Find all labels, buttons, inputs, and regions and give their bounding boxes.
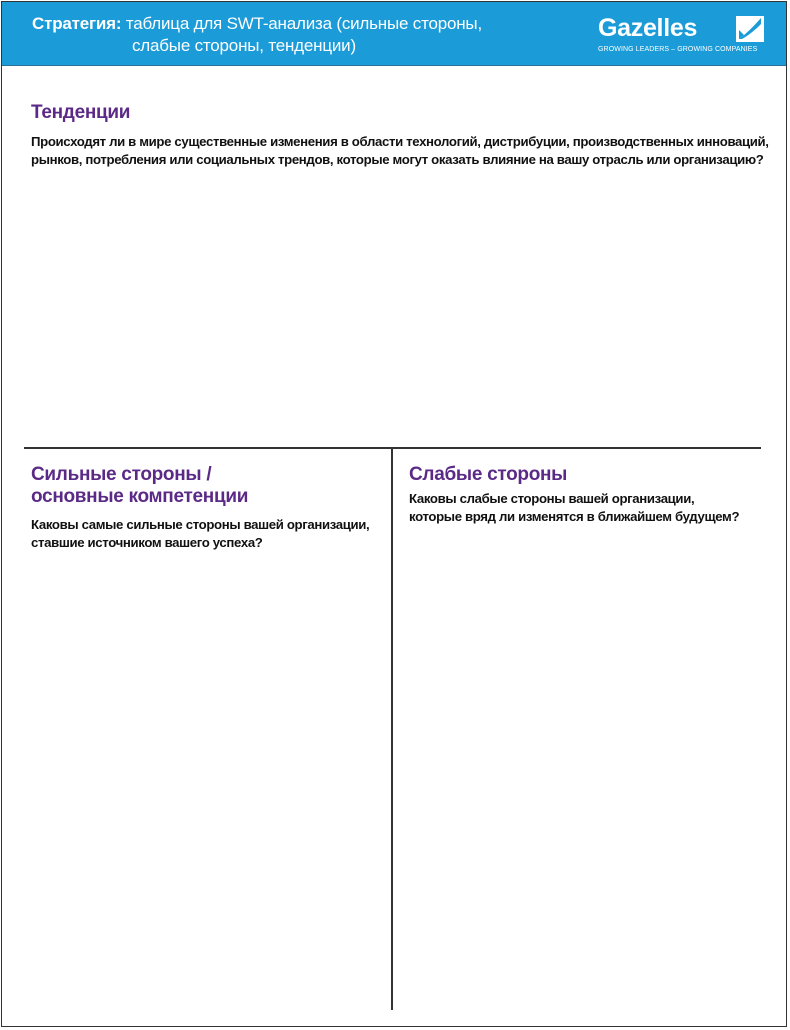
trends-question <box>31 133 771 169</box>
gazelles-logo <box>598 14 768 58</box>
strengths-title <box>31 464 248 508</box>
weaknesses-question <box>409 490 779 526</box>
strengths-title-line2: основные компетенции <box>31 486 249 507</box>
strengths-question-line1: Каковы самые сильные стороны вашей организации, <box>31 517 370 532</box>
vertical-divider <box>391 448 393 1010</box>
strengths-question <box>31 516 386 552</box>
trends-title: Тенденции <box>31 102 131 123</box>
strengths-title-line1: Сильные стороны / <box>31 464 212 485</box>
gazelle-swoosh-icon <box>736 16 764 42</box>
title-line2: слабые стороны, тенденции) <box>132 36 356 55</box>
strengths-question-line2: ставшие источником вашего успеха? <box>31 535 263 550</box>
title-line1: таблица для SWT-анализа (сильные стороны, <box>121 14 482 33</box>
header-bar <box>2 2 786 66</box>
weaknesses-question-line1: Каковы слабые стороны вашей организации, <box>409 491 695 506</box>
page-title <box>32 13 572 57</box>
logo-name: Gazelles <box>598 14 698 42</box>
title-label: Стратегия: <box>32 14 122 33</box>
trends-question-line1: Происходят ли в мире существенные изменения в области технологий, дистрибуции, производственных инноваций, <box>31 134 769 149</box>
trends-question-line2: рынков, потребления или социальных трендов, которые могут оказать влияние на вашу отрасль или организацию? <box>31 152 764 167</box>
worksheet-page <box>1 1 787 1027</box>
weaknesses-question-line2: которые вряд ли изменятся в ближайшем будущем? <box>409 509 740 524</box>
logo-tagline: GROWING LEADERS – GROWING COMPANIES <box>598 46 758 53</box>
weaknesses-title: Слабые стороны <box>409 464 568 485</box>
